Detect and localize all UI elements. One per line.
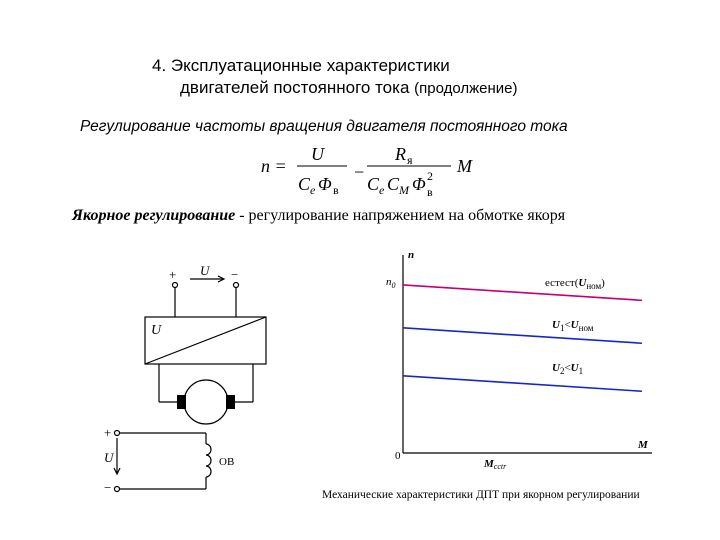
- section-subtitle: Регулирование частоты вращения двигателя постоянного тока: [80, 118, 568, 135]
- circuit-diagram: [95, 258, 270, 498]
- formula-frac2-R-sub: я: [407, 153, 413, 167]
- title-text-2: двигателей постоянного тока: [180, 78, 410, 97]
- title-continuation: (продолжение): [414, 80, 518, 97]
- line1-label-pre: естест(: [545, 277, 579, 289]
- line3-label-sub1: 2: [559, 366, 565, 376]
- formula-frac1-C: C: [298, 174, 311, 194]
- x-axis-label: M: [638, 439, 648, 451]
- characteristic-line-1: [403, 285, 642, 300]
- formula-frac2-sub: в: [427, 185, 433, 199]
- box-u-label: U: [151, 323, 162, 338]
- field-terminal-minus: [115, 487, 120, 492]
- motor-armature: [184, 380, 228, 424]
- formula-frac1-num: U: [311, 144, 324, 164]
- field-minus-label: −: [104, 480, 112, 495]
- origin-label: 0: [395, 450, 401, 462]
- characteristic-line-2: [403, 328, 642, 343]
- anchor-regulation-line: [72, 207, 565, 225]
- formula-minus: −: [354, 162, 365, 182]
- characteristic-line-3: [403, 376, 642, 391]
- brush-left: [177, 395, 186, 409]
- title-line-2: [152, 77, 518, 100]
- field-plus-label: +: [104, 425, 112, 440]
- formula-frac2-e: e: [379, 183, 385, 197]
- figure-caption: Механические характеристики ДПТ при якорном регулировании: [322, 489, 640, 501]
- field-winding-label: ОВ: [219, 456, 235, 468]
- brush-right: [226, 395, 235, 409]
- line1-label: [545, 277, 605, 291]
- formula-frac2-M: M: [399, 183, 409, 197]
- m-start-label: [483, 458, 507, 471]
- n0-letter: n: [386, 276, 392, 288]
- line1-label-post: ): [601, 277, 605, 289]
- converter-diagonal: [145, 317, 266, 364]
- formula-frac2-R: R: [395, 144, 406, 164]
- anchor-regulation-term: Якорное регулирование: [72, 207, 236, 224]
- line3-label: [552, 362, 583, 376]
- formula-lhs: n =: [261, 156, 287, 176]
- series-lines: [403, 285, 642, 391]
- line3-label-lt: <: [564, 362, 571, 374]
- line3-label-sub2: 1: [578, 366, 584, 376]
- formula-tail: M: [457, 156, 472, 176]
- line3-label-u1: U: [552, 362, 560, 374]
- formula-frac2-sup: 2: [427, 169, 433, 183]
- line1-label-sub: ном: [586, 281, 602, 291]
- page-title: [152, 55, 518, 100]
- line2-label-sub2: ном: [578, 323, 594, 333]
- field-terminal-plus: [115, 431, 120, 436]
- anchor-regulation-definition: - регулирование напряжением на обмотке якоря: [235, 207, 566, 224]
- line2-label-u1: U: [552, 319, 560, 331]
- speed-formula: [255, 138, 485, 200]
- top-u-label: U: [200, 263, 210, 278]
- formula-frac2-C2: C: [387, 174, 400, 194]
- n0-sub: 0: [391, 281, 396, 290]
- n0-label: [386, 276, 396, 290]
- line3-label-u2: U: [570, 362, 579, 374]
- line2-label-u2: U: [570, 319, 579, 331]
- terminal-minus: [234, 283, 239, 288]
- title-line-1: [152, 55, 518, 77]
- formula-frac1-sub: в: [333, 183, 339, 197]
- characteristics-graph: [380, 245, 680, 475]
- top-plus-label: +: [169, 267, 177, 282]
- m-start-letter: M: [484, 458, 494, 470]
- formula-frac1-phi: Φ: [318, 174, 332, 194]
- formula-frac1-e: e: [310, 183, 316, 197]
- line2-label-sub1: 1: [559, 323, 565, 333]
- line1-label-u: U: [578, 277, 587, 289]
- line2-label-lt: <: [564, 319, 571, 331]
- formula-frac2-C1: C: [367, 174, 380, 194]
- line2-label: [552, 319, 594, 333]
- field-u-label: U: [104, 450, 114, 465]
- m-start-sub: сctr: [493, 462, 507, 471]
- formula-frac2-phi: Φ: [412, 174, 426, 194]
- top-minus-label: −: [231, 267, 239, 282]
- terminal-plus: [173, 283, 178, 288]
- y-axis-label: n: [408, 249, 415, 261]
- field-coil: [206, 444, 211, 477]
- title-number: 4.: [152, 56, 167, 75]
- title-text-1: Эксплуатационные характеристики: [170, 56, 450, 75]
